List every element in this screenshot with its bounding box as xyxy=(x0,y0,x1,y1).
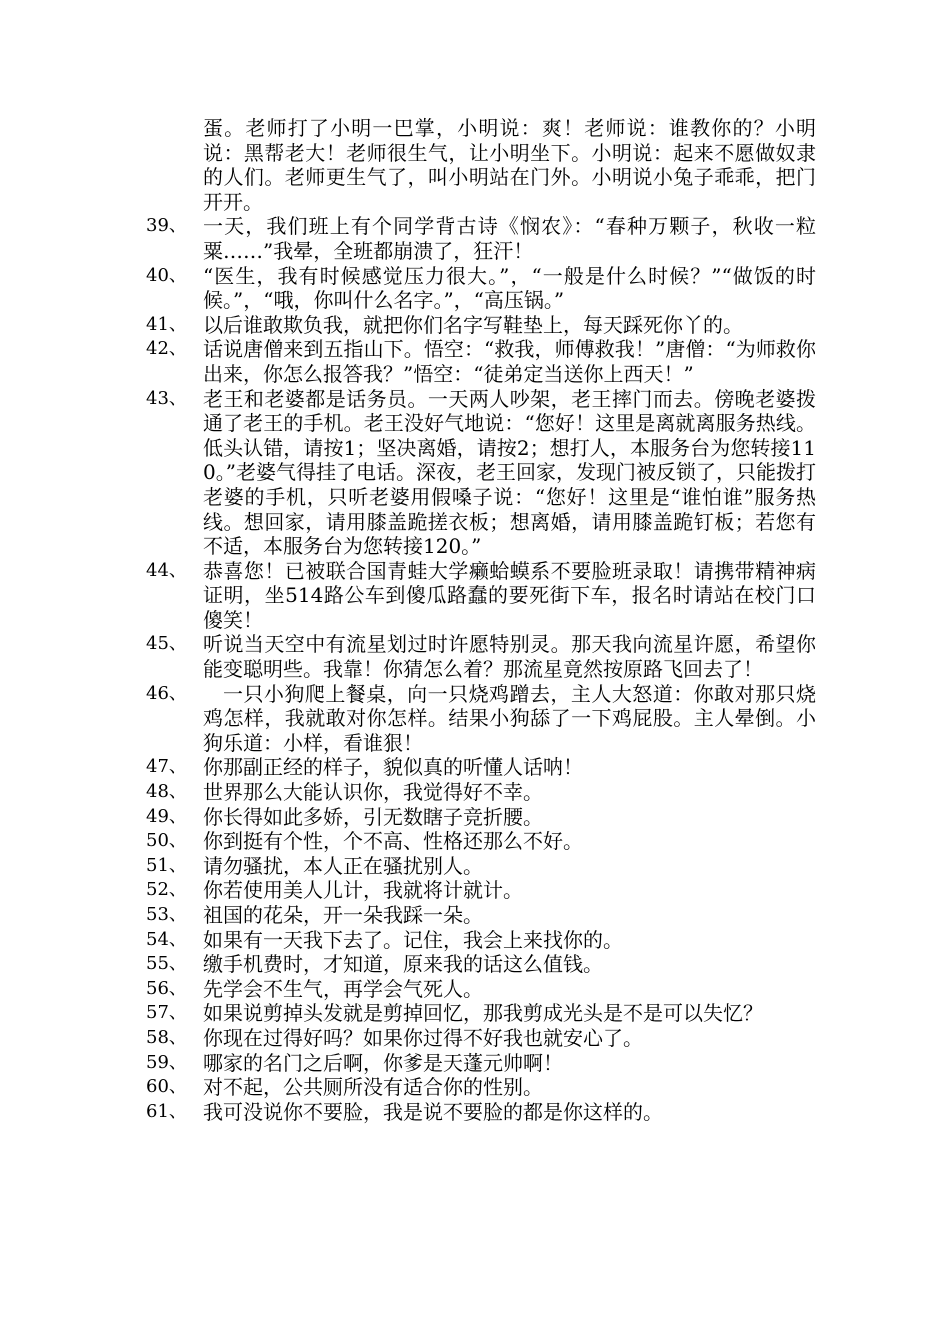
list-item xyxy=(146,387,816,559)
item-text: 你那副正经的样子，貌似真的听懂人话呐！ xyxy=(203,755,583,780)
item-number: 48、 xyxy=(146,781,187,803)
list-item xyxy=(146,755,816,780)
list-item xyxy=(146,632,816,681)
item-text: 你到挺有个性，个不高、性格还那么不好。 xyxy=(203,829,583,854)
item-number: 46、 xyxy=(146,682,187,704)
item-number: 50、 xyxy=(146,830,187,852)
item-text: 听说当天空中有流星划过时许愿特别灵。那天我向流星许愿，希望你能变聪明些。我靠！你猜怎么着？那流星竟然按原路飞回去了！ xyxy=(203,632,816,682)
joke-list xyxy=(146,116,816,1124)
item-text: 恭喜您！已被联合国青蛙大学癞蛤蟆系不要脸班录取！请携带精神病证明，坐514路公车到傻瓜路蠢的要死街下车，报名时请站在校门口傻笑！ xyxy=(203,558,816,632)
item-number: 42、 xyxy=(146,338,187,360)
list-item xyxy=(146,829,816,854)
item-text: “医生，我有时候感觉压力很大。”，“一般是什么时候？”“做饭的时候。”，“哦，你叫什么名字。”，“高压锅。” xyxy=(203,263,816,313)
list-item xyxy=(146,854,816,879)
item-text: 世界那么大能认识你，我觉得好不幸。 xyxy=(203,780,543,805)
item-number: 53、 xyxy=(146,904,187,925)
item-text: 对不起，公共厕所没有适合你的性别。 xyxy=(203,1075,543,1100)
list-item xyxy=(146,1051,816,1076)
item-number: 61、 xyxy=(146,1100,187,1122)
item-text: 如果有一天我下去了。记住，我会上来找你的。 xyxy=(203,927,623,952)
item-number: 43、 xyxy=(146,387,187,409)
continued-paragraph: 蛋。老师打了小明一巴掌，小明说：爽！老师说：谁教你的？小明说：黑帮老大！老师很生气，让小明坐下。小明说：起来不愿做奴隶的人们。老师更生气了，叫小明站在门外。小明说小兔子乖乖，把门开开。 xyxy=(203,116,816,214)
item-text: 话说唐僧来到五指山下。悟空：“救我，师傅救我！”唐僧：“为师救你出来，你怎么报答我？”悟空：“徒弟定当送你上西天！” xyxy=(203,337,816,386)
list-item xyxy=(146,264,816,313)
item-number: 47、 xyxy=(146,756,187,778)
item-text: 你若使用美人儿计，我就将计就计。 xyxy=(203,878,523,903)
item-number: 52、 xyxy=(146,879,187,901)
list-item xyxy=(146,952,816,977)
item-number: 44、 xyxy=(146,559,187,581)
item-text: 以后谁敢欺负我，就把你们名字写鞋垫上，每天踩死你丫的。 xyxy=(203,312,743,337)
item-number: 58、 xyxy=(146,1026,187,1048)
list-item xyxy=(146,928,816,953)
item-text: 缴手机费时，才知道，原来我的话这么值钱。 xyxy=(203,952,603,977)
list-item xyxy=(146,337,816,386)
list-item xyxy=(146,1075,816,1100)
item-text: 请勿骚扰，本人正在骚扰别人。 xyxy=(203,853,483,878)
list-item xyxy=(146,682,816,756)
item-text: 祖国的花朵，开一朵我踩一朵。 xyxy=(203,903,483,927)
list-item xyxy=(146,214,816,263)
list-item xyxy=(146,977,816,1002)
list-item xyxy=(146,780,816,805)
list-item xyxy=(146,903,816,928)
list-item xyxy=(146,878,816,903)
item-text: 一天，我们班上有个同学背古诗《悯农》：“春种万颗子，秋收一粒粟……”我晕，全班都崩溃了，狂汗！ xyxy=(203,214,816,263)
item-number: 60、 xyxy=(146,1076,187,1098)
item-number: 55、 xyxy=(146,953,187,975)
item-number: 59、 xyxy=(146,1051,187,1073)
item-number: 51、 xyxy=(146,854,187,876)
list-item xyxy=(146,1001,816,1026)
item-number: 57、 xyxy=(146,1002,187,1024)
item-number: 45、 xyxy=(146,633,187,655)
item-text: 你现在过得好吗？如果你过得不好我也就安心了。 xyxy=(203,1025,643,1050)
item-number: 49、 xyxy=(146,805,187,827)
item-number: 41、 xyxy=(146,313,187,335)
item-number: 56、 xyxy=(146,977,187,999)
item-number: 54、 xyxy=(146,928,187,950)
item-text: 如果说剪掉头发就是剪掉回忆，那我剪成光头是不是可以失忆？ xyxy=(203,1001,763,1026)
list-item xyxy=(146,1026,816,1051)
item-text: 老王和老婆都是话务员。一天两人吵架，老王摔门而去。傍晚老婆拨通了老王的手机。老王没好气地说：“您好！这里是离就离服务热线。低头认错，请按1；坚决离婚，请按2；想打人，本服务台为您转接110。”老婆气得挂了电话。深夜，老王回家，发现门被反锁了，只能拨打老婆的手机，只听老婆用假嗓子说：“您好！这里是“谁怕谁”服务热线。想回家，请用膝盖跪搓衣板；想离婚，请用膝盖跪钉板；若您有不适，本服务台为您转接120。” xyxy=(203,386,816,559)
item-text: 我可没说你不要脸，我是说不要脸的都是你这样的。 xyxy=(203,1099,663,1124)
item-text: 哪家的名门之后啊，你爹是天蓬元帅啊！ xyxy=(203,1050,563,1075)
list-item xyxy=(146,805,816,830)
list-item xyxy=(146,1100,816,1125)
item-text: 一只小狗爬上餐桌，向一只烧鸡蹭去，主人大怒道：你敢对那只烧鸡怎样，我就敢对你怎样。结果小狗舔了一下鸡屁股。主人晕倒。小狗乐道：小样，看谁狠！ xyxy=(203,681,816,755)
list-item xyxy=(146,559,816,633)
item-number: 39、 xyxy=(146,215,187,237)
item-text: 先学会不生气，再学会气死人。 xyxy=(203,976,483,1001)
list-item xyxy=(146,313,816,338)
item-text: 你长得如此多娇，引无数瞎子竞折腰。 xyxy=(203,804,543,829)
item-number: 40、 xyxy=(146,264,187,286)
